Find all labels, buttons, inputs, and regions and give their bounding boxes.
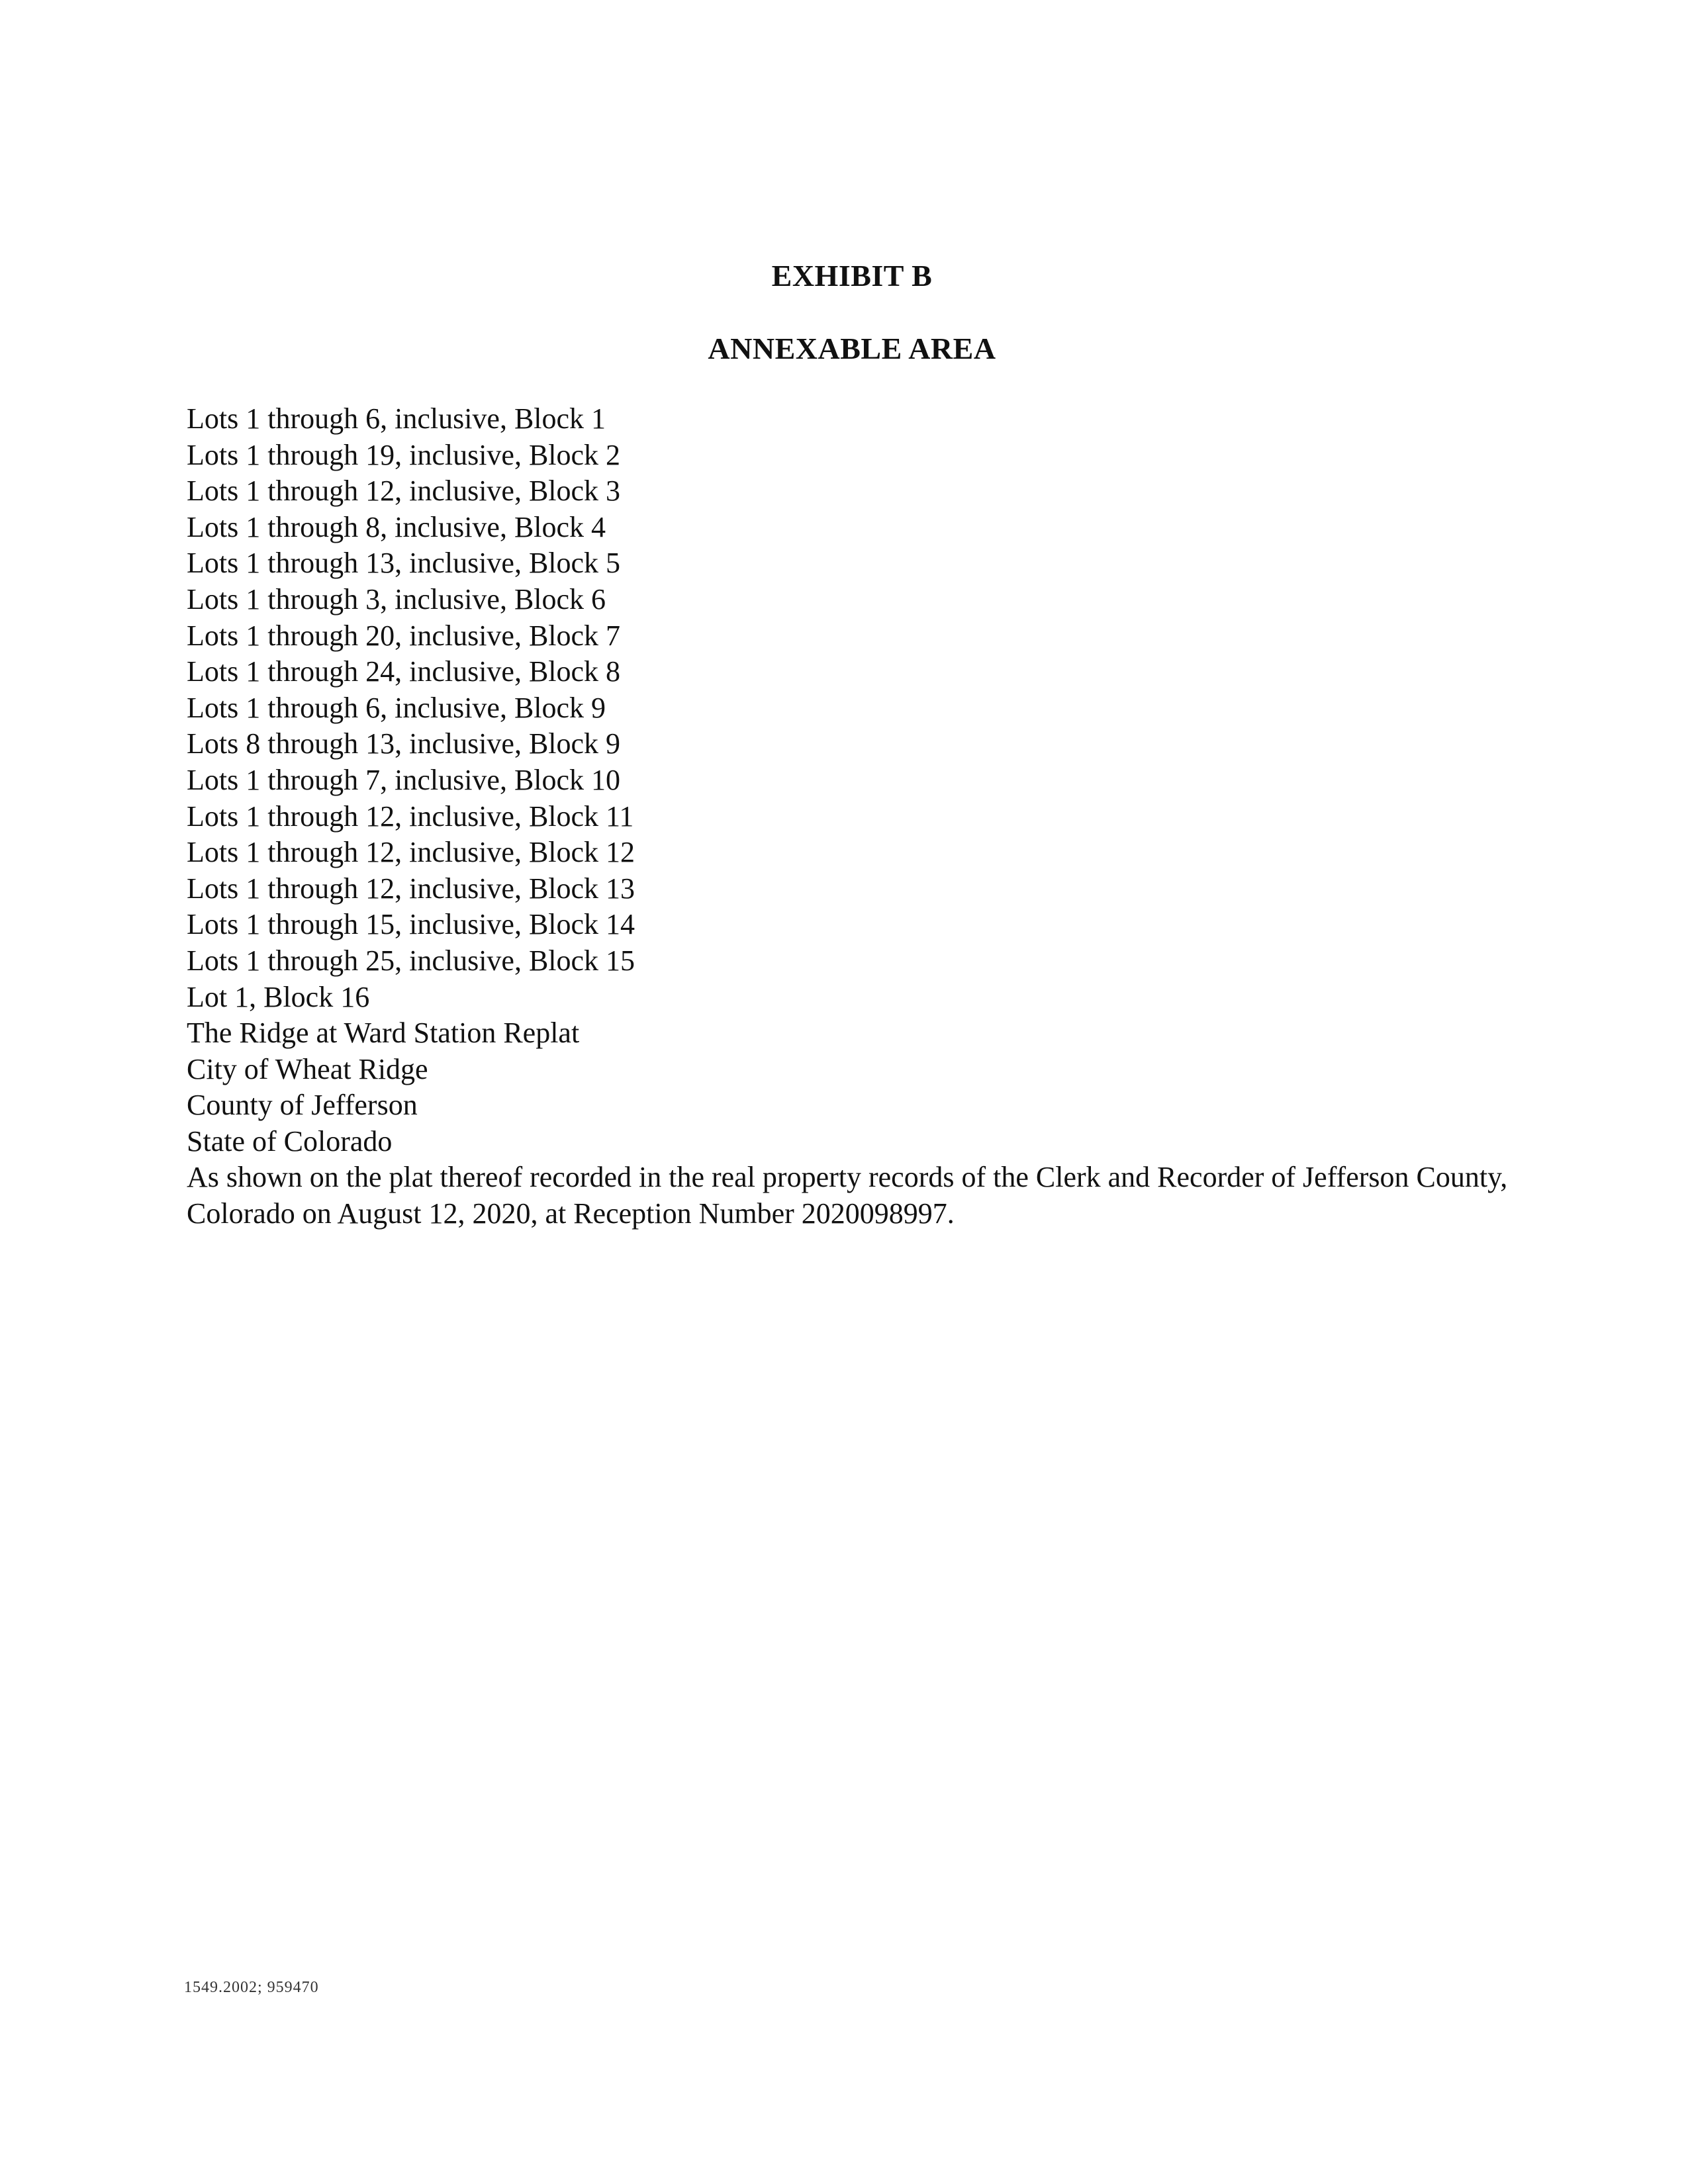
description-line: Lots 1 through 15, inclusive, Block 14 bbox=[187, 908, 635, 941]
description-line: State of Colorado bbox=[187, 1124, 393, 1158]
description-line: Lot 1, Block 16 bbox=[187, 980, 370, 1013]
description-line: Lots 1 through 20, inclusive, Block 7 bbox=[187, 619, 621, 652]
exhibit-heading: EXHIBIT B bbox=[771, 259, 933, 293]
description-line: Lots 1 through 25, inclusive, Block 15 bbox=[187, 944, 635, 977]
annexable-area-heading: ANNEXABLE AREA bbox=[708, 332, 996, 365]
description-line: Lots 1 through 12, inclusive, Block 3 bbox=[187, 475, 621, 508]
description-line: Lots 1 through 24, inclusive, Block 8 bbox=[187, 655, 621, 688]
description-line: Lots 1 through 8, inclusive, Block 4 bbox=[187, 510, 606, 543]
description-line: County of Jefferson bbox=[187, 1089, 418, 1122]
description-line: Lots 1 through 7, inclusive, Block 10 bbox=[187, 763, 621, 796]
recording-statement: As shown on the plat thereof recorded in the real property records of the Clerk and Recorder of Jefferson County, Colorado on August 12, 2020, at Reception Number 2020098997. bbox=[187, 1161, 1508, 1230]
description-line: Lots 1 through 12, inclusive, Block 12 bbox=[187, 836, 635, 869]
description-line: Lots 1 through 6, inclusive, Block 9 bbox=[187, 691, 606, 724]
description-line: Lots 1 through 12, inclusive, Block 11 bbox=[187, 799, 634, 833]
description-line: City of Wheat Ridge bbox=[187, 1052, 428, 1085]
description-line: Lots 8 through 13, inclusive, Block 9 bbox=[187, 727, 621, 760]
description-line: The Ridge at Ward Station Replat bbox=[187, 1017, 580, 1050]
description-line: Lots 1 through 19, inclusive, Block 2 bbox=[187, 438, 621, 471]
document-footer-code: 1549.2002; 959470 bbox=[184, 1979, 319, 1996]
description-line: Lots 1 through 12, inclusive, Block 13 bbox=[187, 872, 635, 905]
description-line: Lots 1 through 13, inclusive, Block 5 bbox=[187, 547, 621, 580]
legal-description bbox=[187, 401, 1550, 1232]
description-line: Lots 1 through 6, inclusive, Block 1 bbox=[187, 402, 606, 435]
description-line: Lots 1 through 3, inclusive, Block 6 bbox=[187, 582, 606, 615]
